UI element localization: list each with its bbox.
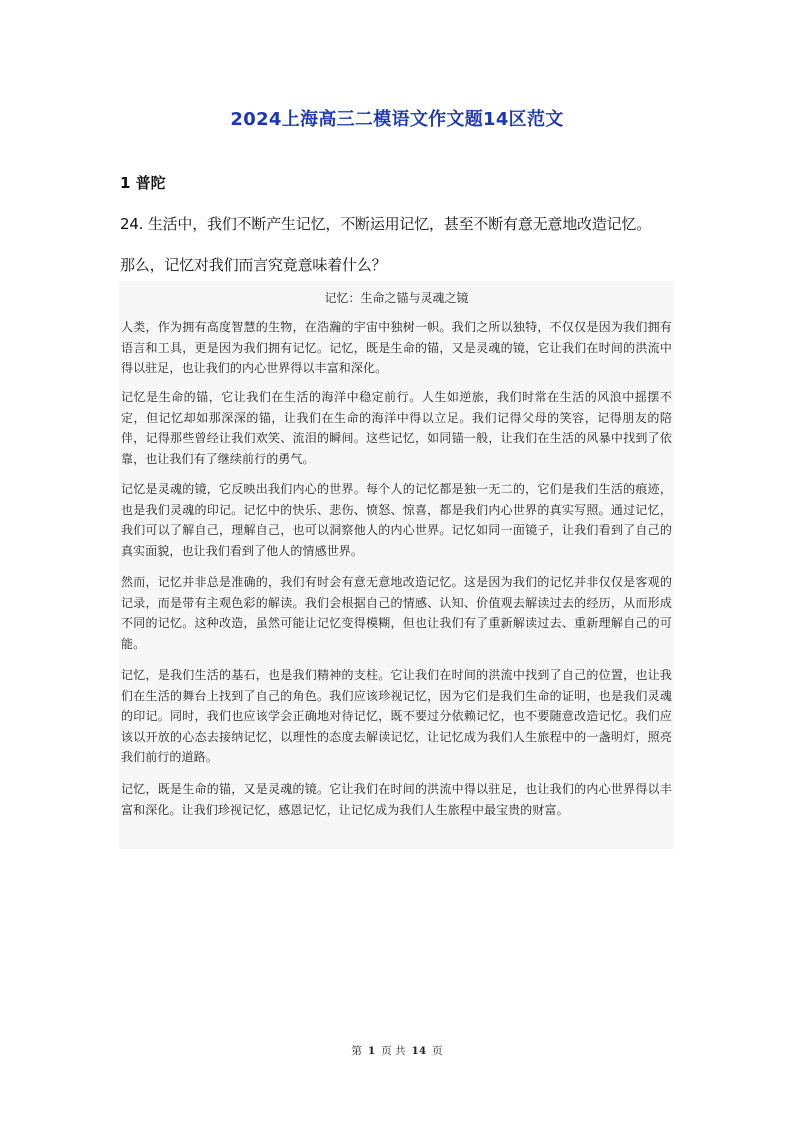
essay-paragraph: 记忆是生命的锚，它让我们在生活的海洋中稳定前行。人生如逆旅，我们时常在生活的风浪中摇摆不定，但记忆却如那深深的锚，让我们在生命的海洋中得以立足。我们记得父母的笑容，记得朋友的陪伴，记得那些曾经让我们欢笑、流泪的瞬间。这些记忆，如同锚一般，让我们在生活的风暴中找到了依靠，也让我们有了继续前行的勇气。: [121, 390, 672, 466]
essay-paragraph: 人类，作为拥有高度智慧的生物，在浩瀚的宇宙中独树一帜。我们之所以独特，不仅仅是因为我们拥有语言和工具，更是因为我们拥有记忆。记忆，既是生命的锚，又是灵魂的镜，它让我们在时间的洪流中得以驻足，也让我们的内心世界得以丰富和深化。: [121, 320, 672, 375]
essay-paragraph: 然而，记忆并非总是准确的，我们有时会有意无意地改造记忆。这是因为我们的记忆并非仅仅是客观的记录，而是带有主观色彩的解读。我们会根据自己的情感、认知、价值观去解读过去的经历，从而形成不同的记忆。这种改造，虽然可能让记忆变得模糊，但也让我们有了重新解读过去、重新理解自己的可能。: [121, 575, 672, 651]
section-heading: 1 普陀: [120, 174, 166, 192]
footer-middle: 页 共: [381, 1045, 406, 1057]
essay-paragraph: 记忆是灵魂的镜，它反映出我们内心的世界。每个人的记忆都是独一无二的，它们是我们生活的痕迹，也是我们灵魂的印记。记忆中的快乐、悲伤、愤怒、惊喜，都是我们内心世界的真实写照。通过记忆，我们可以了解自己，理解自己，也可以洞察他人的内心世界。记忆如同一面镜子，让我们看到了自己的真实面貌，也让我们看到了他人的情感世界。: [121, 482, 672, 558]
essay-prompt-line-2: 那么，记忆对我们而言究竟意味着什么？: [120, 256, 387, 274]
essay-prompt-line-1: 24. 生活中，我们不断产生记忆，不断运用记忆，甚至不断有意无意地改造记忆。: [120, 215, 652, 233]
document-title: 2024上海高三二模语文作文题14区范文: [230, 109, 564, 130]
page-footer: [0, 1043, 794, 1058]
footer-prefix: 第: [351, 1045, 362, 1057]
footer-page-number: 1: [367, 1045, 376, 1057]
essay-paragraph: 记忆，是我们生活的基石，也是我们精神的支柱。它让我们在时间的洪流中找到了自己的位置，也让我们在生活的舞台上找到了自己的角色。我们应该珍视记忆，因为它们是我们生命的证明，也是我们灵魂的印记。同时，我们也应该学会正确地对待记忆，既不要过分依赖记忆，也不要随意改造记忆。我们应该以开放的心态去接纳记忆，以理性的态度去解读记忆，让记忆成为我们人生旅程中的一盏明灯，照亮我们前行的道路。: [121, 668, 672, 764]
footer-suffix: 页: [432, 1045, 443, 1057]
sample-essay: [119, 281, 674, 849]
footer-total-pages: 14: [411, 1045, 427, 1057]
essay-paragraph: 记忆，既是生命的锚，又是灵魂的镜。它让我们在时间的洪流中得以驻足，也让我们的内心世界得以丰富和深化。让我们珍视记忆，感恩记忆，让记忆成为我们人生旅程中最宝贵的财富。: [121, 782, 672, 817]
essay-title: 记忆：生命之锚与灵魂之镜: [324, 291, 469, 305]
